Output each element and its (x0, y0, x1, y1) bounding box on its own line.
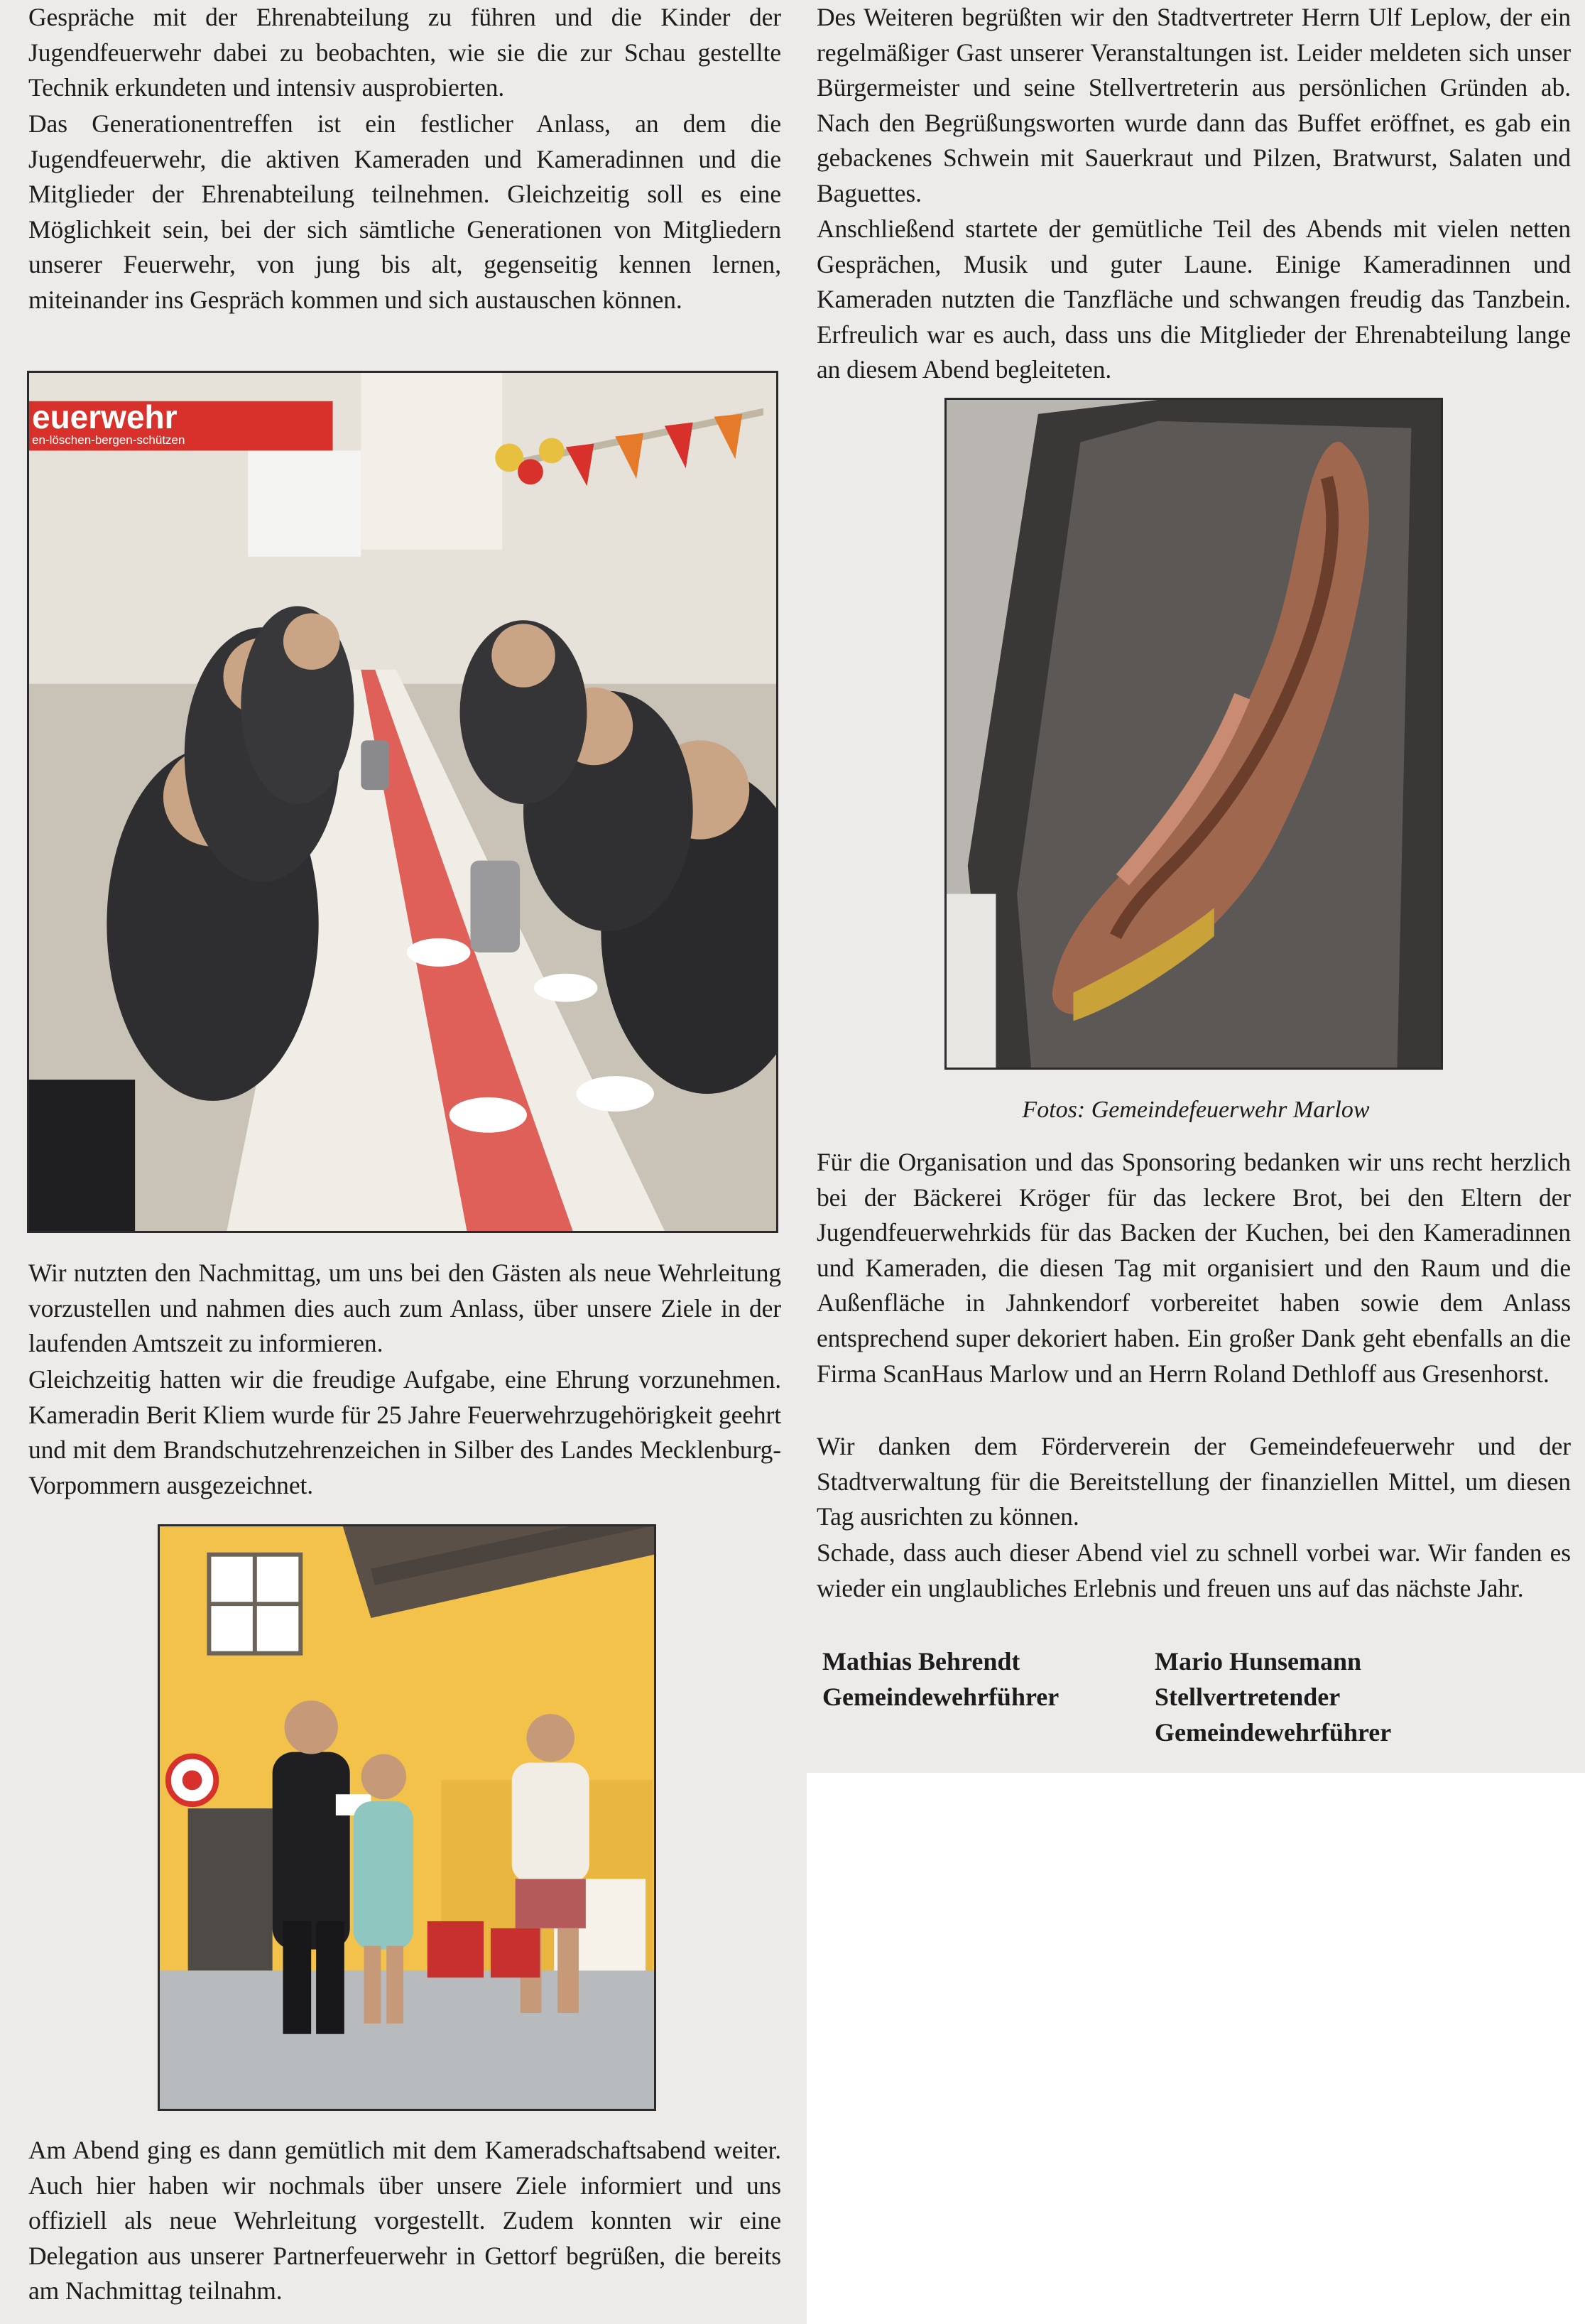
paragraph: Wir danken dem Förderverein der Gemeindefeuerwehr und der Stadtverwaltung für die Bereitstellung der finanziellen Mittel, um diesen Tag ausrichten zu können. (817, 1432, 1571, 1531)
photo-banner-text: euerwehr en-löschen-bergen-schützen (32, 398, 185, 447)
signature-role: Gemeindewehrführer (822, 1683, 1060, 1711)
signature-name: Mathias Behrendt (822, 1647, 1020, 1676)
signature-2 (1155, 1644, 1391, 1750)
signature-1 (822, 1644, 1059, 1715)
paragraph: Wir nutzten den Nachmittag, um uns bei den Gästen als neue Wehrleitung vorzustellen und nahmen dies auch zum Anlass, über unsere Ziele in der laufenden Amtszeit zu informieren. (28, 1259, 781, 1358)
paragraph: Das Generationentreffen ist ein festlicher Anlass, an dem die Jugendfeuerwehr, die aktiven Kameraden und Kameradinnen und die Mitglieder der Ehrenabteilung teilnehmen. Gleichzeitig soll es eine Möglichkeit sein, bei der sich sämtliche Generationen von Mitgliedern unserer Feuerwehr, von jung bis alt, gegenseitig kennen lernen, miteinander ins Gespräch kommen und sich austauschen können. (28, 109, 781, 314)
paragraph: Gleichzeitig hatten wir die freudige Aufgabe, eine Ehrung vorzunehmen. Kameradin Berit Kliem wurde für 25 Jahre Feuerwehrzugehörigkeit geehrt und mit dem Brandschutzehrenzeichen in Silber des Landes Mecklenburg-Vorpommern ausgezeichnet. (28, 1365, 781, 1499)
photo-roast-pig (944, 398, 1443, 1070)
photo-caption: Fotos: Gemeindefeuerwehr Marlow (1022, 1097, 1370, 1123)
signature-role: Stellvertretender (1155, 1683, 1341, 1711)
signature-name: Mario Hunsemann (1155, 1647, 1362, 1676)
paragraph: Des Weiteren begrüßten wir den Stadtvertreter Herrn Ulf Leplow, der ein regelmäßiger Gast unserer Veranstaltungen ist. Leider meldeten sich unser Bürgermeister und seine Stellvertreterin aus persönlichen Gründen ab. Nach den Begrüßungsworten wurde dann das Buffet eröffnet, es gab ein gebackenes Schwein mit Sauerkraut und Pilzen, Bratwurst, Salaten und Baguettes. (817, 3, 1571, 207)
paragraph: Am Abend ging es dann gemütlich mit dem Kameradschaftsabend weiter. Auch hier haben wir nochmals über unsere Ziele informiert und uns offiziell als neue Wehrleitung vorgestellt. Zudem konnten wir eine Delegation aus unserer Partnerfeuerwehr in Gettorf begrüßen, die bereits am Nachmittag teilnahm. (28, 2136, 781, 2306)
paragraph: Schade, dass auch dieser Abend viel zu schnell vorbei war. Wir fanden es wieder ein unglaubliches Erlebnis und freuen uns auf das nächste Jahr. (817, 1538, 1571, 1602)
photo-youth-table (27, 371, 778, 1233)
paragraph: Für die Organisation und das Sponsoring bedanken wir uns recht herzlich bei der Bäckerei Kröger für das leckere Brot, bei den Eltern der Jugendfeuerwehrkids für das Backen der Kuchen, bei den Kameradinnen und Kameraden, die diesen Tag mit organisiert und den Raum und die Außenfläche in Jahnkendorf vorbereitet haben sowie dem Anlass entsprechend super dekoriert haben. Ein großer Dank geht ebenfalls an die Firma ScanHaus Marlow und an Herrn Roland Dethloff aus Gresenhorst. (817, 1148, 1571, 1388)
paragraph: Gespräche mit der Ehrenabteilung zu führen und die Kinder der Jugendfeuerwehr dabei zu beobachten, wie sie die zur Schau gestellte Technik erkundeten und intensiv ausprobierten. (28, 3, 781, 102)
right-column (807, 0, 1585, 1773)
photo-ceremony (158, 1524, 656, 2111)
paragraph: Anschließend startete der gemütliche Teil des Abends mit vielen netten Gesprächen, Musik und guter Laune. Einige Kameradinnen und Kameraden nutzten die Tanzfläche und schwangen freudig das Tanzbein. Erfreulich war es auch, dass uns die Mitglieder der Ehrenabteilung lange an diesem Abend begleiteten. (817, 215, 1571, 384)
signature-role: Gemeindewehrführer (1155, 1718, 1392, 1747)
